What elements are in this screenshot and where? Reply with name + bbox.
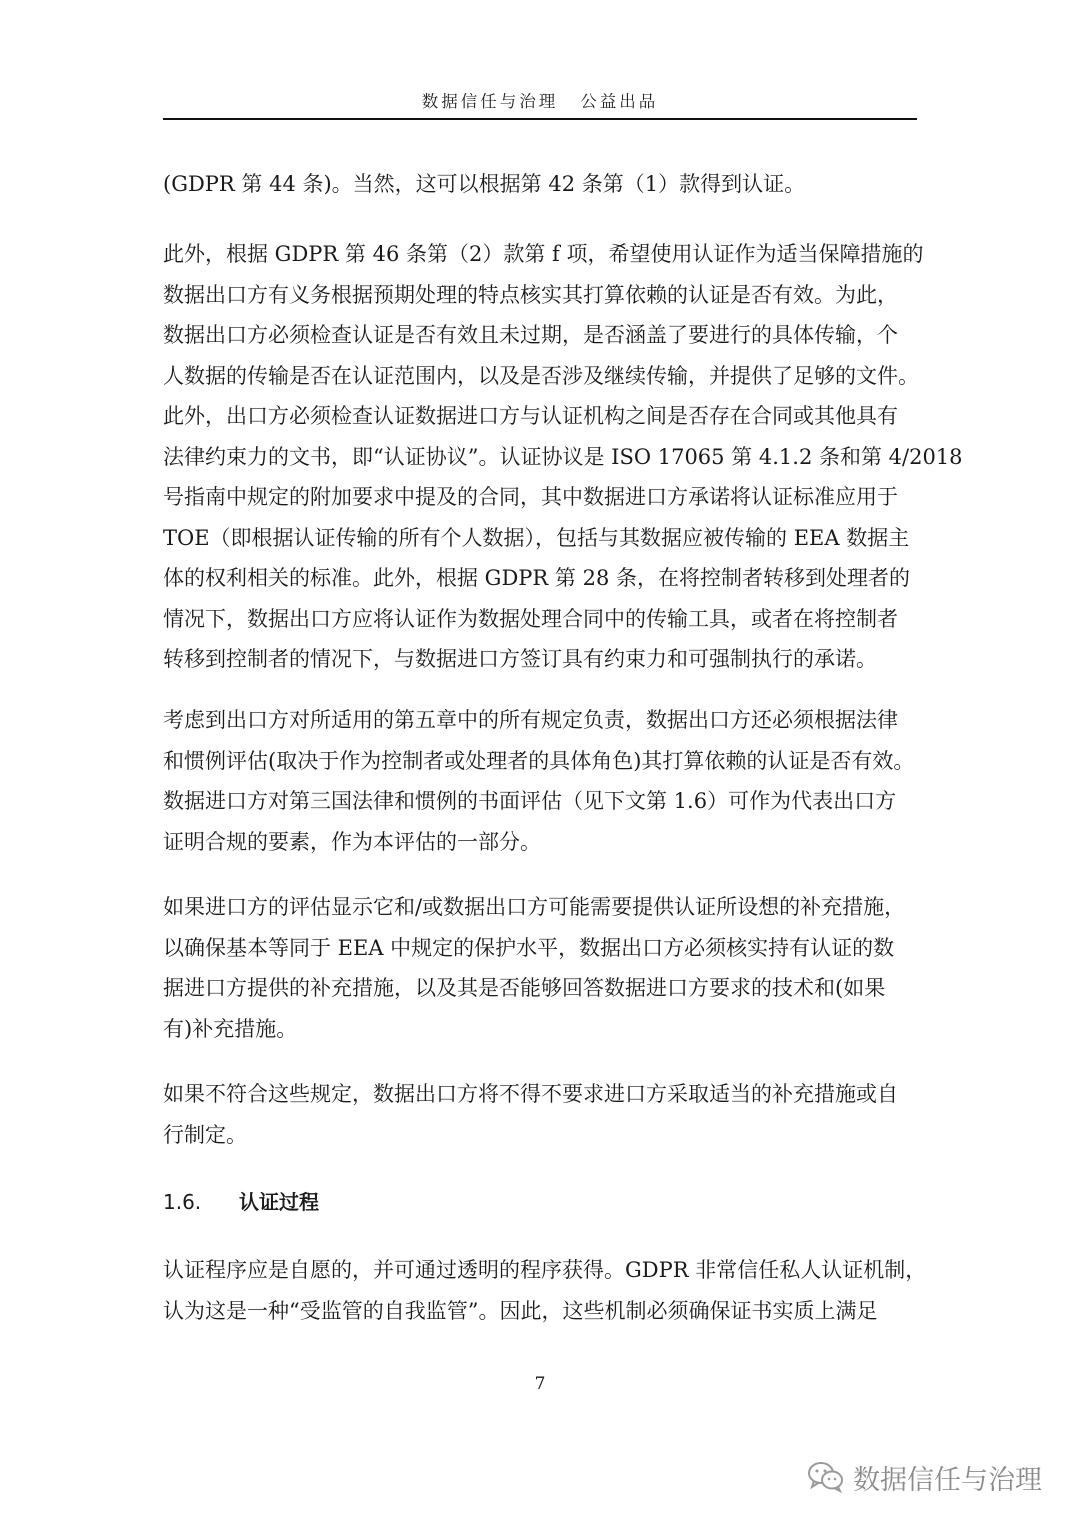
text-line: 考虑到出口方对所适用的第五章中的所有规定负责，数据出口方还必须根据法律 [163,708,898,732]
page-number: 7 [534,1374,546,1394]
text-line: 此外，出口方必须检查认证数据进口方与认证机构之间是否存在合同或其他具有 [163,404,898,428]
text-line: 证明合规的要素，作为本评估的一部分。 [163,829,541,854]
text-line: 体的权利相关的标准。此外，根据 GDPR 第 28 条，在将控制者转移到处理者的 [163,566,910,590]
header-tagline: 公益出品 [580,92,659,111]
text-line: 以确保基本等同于 EEA 中规定的保护水平，数据出口方必须核实持有认证的数 [163,935,895,960]
running-header [163,88,917,112]
text-line: 此外，根据 GDPR 第 46 条第（2）款第 f 项，希望使用认证作为适当保障措施的 [163,242,924,266]
text-line: 认为这是一种“受监管的自我监管”。因此，这些机制必须确保证书实质上满足 [163,1298,878,1323]
text-line: 如果进口方的评估显示它和/或数据出口方可能需要提供认证所设想的补充措施， [163,895,906,919]
paragraph-1 [163,164,919,205]
text-line: 有)补充措施。 [163,1016,298,1041]
paragraph-5 [163,1074,919,1155]
text-line: 转移到控制者的情况下，与数据进口方签订具有约束力和可强制执行的承诺。 [163,647,877,671]
paragraph-4 [163,887,919,1049]
text-line: 数据进口方对第三国法律和惯例的书面评估（见下文第 1.6）可作为代表出口方 [163,789,897,813]
section-title: 认证过程 [239,1190,319,1214]
header-org: 数据信任与治理 [421,92,559,111]
text-line: 认证程序应是自愿的，并可通过透明的程序获得。GDPR 非常信任私人认证机制， [163,1258,927,1282]
header-rule [163,118,917,120]
text-line: 数据出口方有义务根据预期处理的特点核实其打算依赖的认证是否有效。为此， [163,282,898,307]
text-line: 情况下，数据出口方应将认证作为数据处理合同中的传输工具，或者在将控制者 [163,606,898,631]
text-line: 和惯例评估(取决于作为控制者或处理者的具体角色)其打算依赖的认证是否有效。 [163,748,915,773]
text-line: 行制定。 [163,1122,247,1147]
text-line: 号指南中规定的附加要求中提及的合同，其中数据进口方承诺将认证标准应用于 [163,485,898,509]
watermark-text: 数据信任与治理 [853,1464,1042,1496]
section-heading [163,1186,319,1218]
paragraph-2 [163,234,963,680]
wechat-icon [807,1461,845,1493]
text-line: 数据出口方必须检查认证是否有效且未过期，是否涵盖了要进行的具体传输，个 [163,323,898,347]
section-paragraph [163,1250,927,1331]
text-line: 法律约束力的文书，即“认证协议”。认证协议是 ISO 17065 第 4.1.2 条和第 4/2018 [163,444,963,469]
section-number: 1.6. [163,1190,202,1214]
text-line: 人数据的传输是否在认证范围内，以及是否涉及继续传输，并提供了足够的文件。 [163,363,919,388]
text-line: TOE（即根据认证传输的所有个人数据），包括与其数据应被传输的 EEA 数据主 [163,525,910,550]
paragraph-3 [163,700,919,862]
watermark [807,1455,1042,1499]
text-line: (GDPR 第 44 条)。当然，这可以根据第 42 条第（1）款得到认证。 [163,172,806,196]
text-line: 如果不符合这些规定，数据出口方将不得不要求进口方采取适当的补充措施或自 [163,1082,898,1106]
text-line: 据进口方提供的补充措施，以及其是否能够回答数据进口方要求的技术和(如果 [163,976,886,1000]
